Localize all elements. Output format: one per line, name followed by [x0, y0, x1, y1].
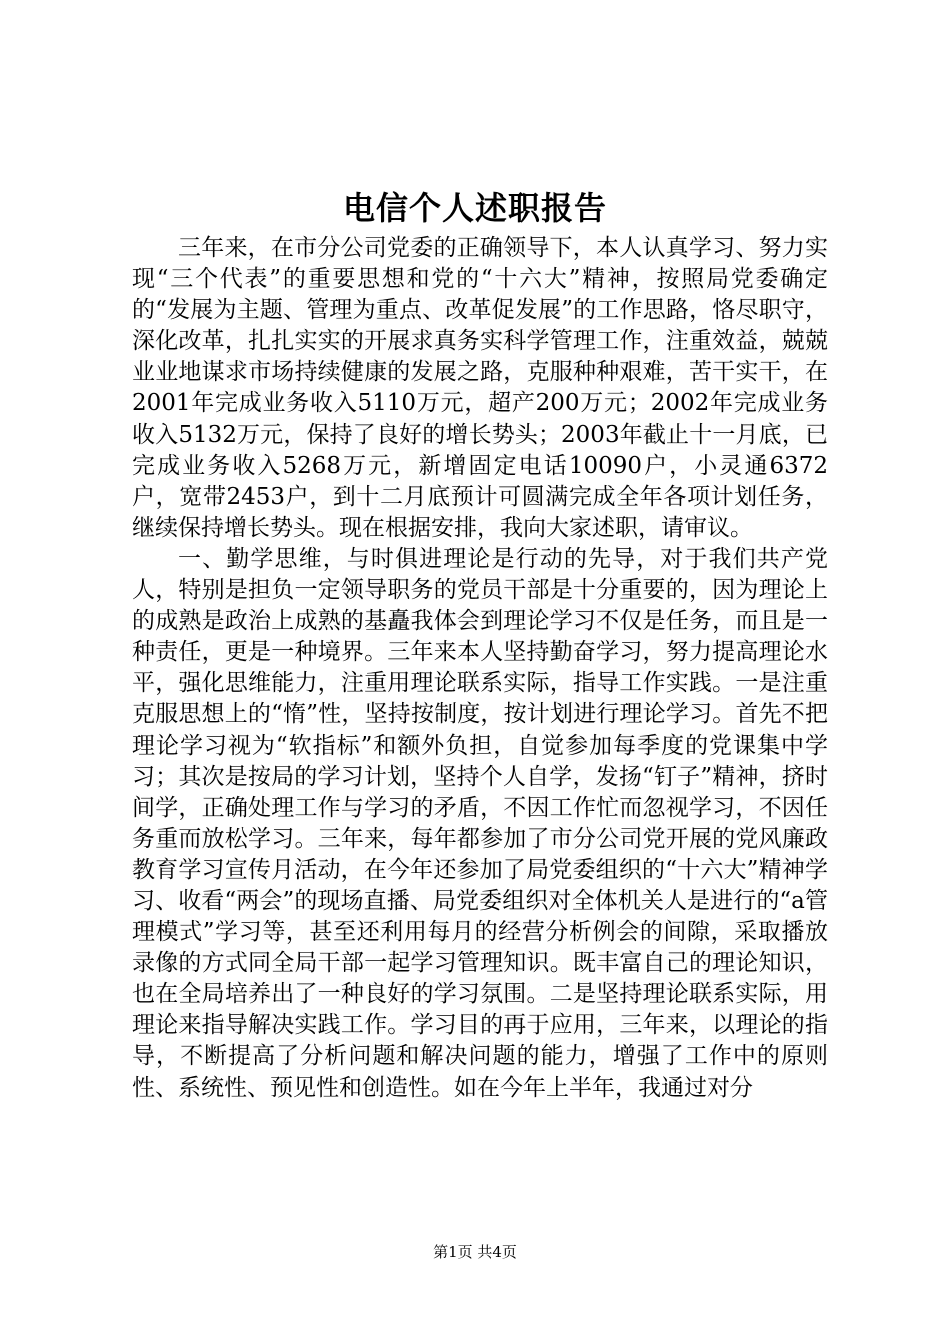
paragraph-intro: 三年来，在市分公司党委的正确领导下，本人认真学习、努力实现“三个代表”的重要思想和党的“十六大”精神，按照局党委确定的“发展为主题、管理为重点、改革促发展”的工作思路，恪尽职守，深化改革，扎扎实实的开展求真务实科学管理工作，注重效益，兢兢业业地谋求市场持续健康的发展之路，克服种种艰难，苦干实干，在2001年完成业务收入5110万元，超产200万元；2002年完成业务收入5132万元，保持了良好的增长势头；2003年截止十一月底，已完成业务收入5268万元，新增固定电话10090户，小灵通6372户，宽带2453户，到十二月底预计可圆满完成全年各项计划任务，继续保持增长势头。现在根据安排，我向大家述职，请审议。 — [132, 235, 828, 541]
paragraph-section-one: 一、勤学思维，与时俱进理论是行动的先导，对于我们共产党人，特别是担负一定领导职务的党员干部是十分重要的，因为理论上的成熟是政治上成熟的基矗我体会到理论学习不仅是任务，而且是一种责任，更是一种境界。三年来本人坚持勤奋学习，努力提高理论水平，强化思维能力，注重用理论联系实际，指导工作实践。一是注重克服思想上的“惰”性，坚持按制度，按计划进行理论学习。首先不把理论学习视为“软指标”和额外负担，自觉参加每季度的党课集中学习；其次是按局的学习计划，坚持个人自学，发扬“钉子”精神，挤时间学，正确处理工作与学习的矛盾，不因工作忙而忽视学习，不因任务重而放松学习。三年来，每年都参加了市分公司党开展的党风廉政教育学习宣传月活动，在今年还参加了局党委组织的“十六大”精神学习、收看“两会”的现场直播、局党委组织对全体机关人是进行的“a管理模式”学习等，甚至还利用每月的经营分析例会的间隙，采取播放录像的方式同全局干部一起学习管理知识。既丰富自己的理论知识，也在全局培养出了一种良好的学习氛围。二是坚持理论联系实际，用理论来指导解决实践工作。学习目的再于应用，三年来，以理论的指导，不断提高了分析问题和解决问题的能力，增强了工作中的原则性、系统性、预见性和创造性。如在今年上半年，我通过对分 — [132, 545, 828, 1101]
document-title: 电信个人述职报告 — [342, 189, 607, 227]
document-body — [132, 233, 828, 1104]
page-footer: 第1页 共4页 — [433, 1243, 517, 1261]
